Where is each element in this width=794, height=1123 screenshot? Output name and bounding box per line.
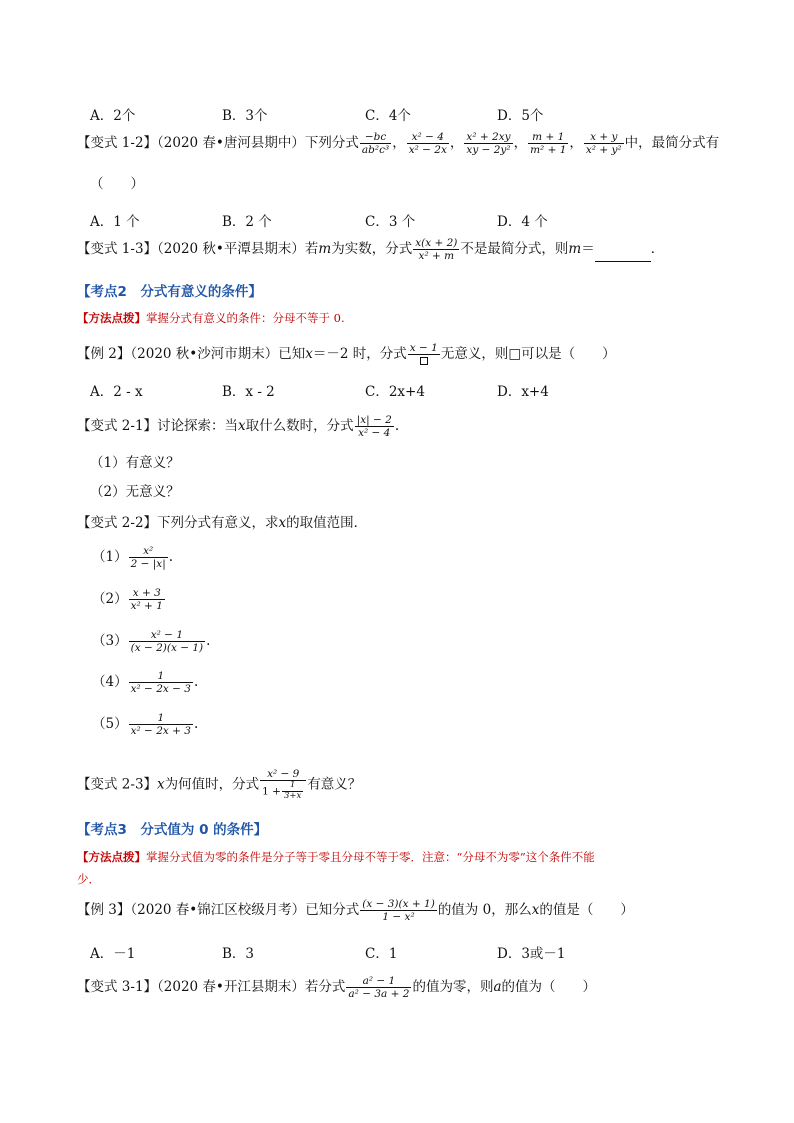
box-placeholder-icon [420, 357, 428, 365]
variant-2-2: 【变式 2-2】下列分式有意义，求x的取值范围． [77, 515, 368, 531]
method-tip-3-cont: 少． [77, 872, 100, 886]
answer-blank [595, 249, 651, 262]
variant-tag: 【变式 1-2】 [77, 135, 158, 152]
compound-fraction: x² − 9 1 + $\frac{1}{3+x}$ [260, 768, 306, 802]
variant-3-1: 【变式 3-1】（2020 春•开江县期末）若分式 $\frac{\text{a² − 1}}{\text{a² − 3a + 2}}$ 的值为零，则a的值为（ ） [77, 975, 597, 1001]
fraction: $\frac{|x| - 2}{\text{x² − 4}}$ [356, 414, 392, 440]
variant-1-2: 【变式 1-2】（2020 春•唐河县期中）下列分式 $\frac{-bc}{\text{ab²c³}}$ ， $\frac{\text{x² − 4}}{\text{x² − 2x}}$ ， $\frac{\text{x² + 2xy}}{\text{xy − 2y²}}$ ， $\frac{m + 1}{\text{m² + 1}}$ ， $\frac{x + y}{\text{x² + y²}}$ 中，最简分式有 [77, 131, 720, 157]
example-3: 【例 3】（2020 春•锦江区校级月考）已知分式 $\frac{(x - 3)(x + 1)}{\text{1 − x²}}$ 的值为 0，那么x的值是（ ） [77, 898, 634, 924]
option-b: B．3个 [222, 108, 268, 124]
fraction: $\frac{(x - 3)(x + 1)}{\text{1 − x²}}$ [362, 898, 435, 924]
answer-paren: （ ） [90, 176, 144, 192]
example-2: 【例 2】（2020 秋•沙河市期末）已知x＝－2 时，分式 x − 1 无意义，则□可以是（ ） [77, 342, 616, 367]
option-c: C．1 [365, 946, 398, 962]
variant-2-1: 【变式 2-1】讨论探索：当x取什么数时，分式 $\frac{|x| - 2}{\text{x² − 4}}$ . [77, 414, 400, 440]
sub-question-4: （4） $\frac{1}{\text{x² − 2x − 3}}$ . [92, 670, 199, 696]
option-b: B．x - 2 [222, 384, 275, 400]
option-b: B．2 个 [222, 214, 272, 230]
sub-question-3: （3） $\frac{\text{x² − 1}}{(x - 2)(x - 1)}$ . [92, 629, 211, 655]
variant-1-3: 【变式 1-3】（2020 秋•平潭县期末）若m为实数，分式 $\frac{x(x + 2)}{\text{x² + m}}$ 不是最简分式，则m＝ ． [77, 237, 665, 263]
fraction: $\frac{\text{a² − 1}}{\text{a² − 3a + 2}}$ [348, 975, 410, 1001]
fraction-1: $\frac{-bc}{\text{ab²c³}}$ [361, 131, 390, 157]
sub-question-1: （1） $\frac{\text{x²}}{2 - |x|}$ . [92, 545, 174, 571]
sub-question: （2）无意义？ [90, 484, 180, 500]
option-b: B．3 [222, 946, 255, 962]
section-heading-3: 【考点3 分式值为 0 的条件】 [77, 822, 268, 838]
fraction: x − 1 [408, 342, 440, 367]
section-heading-2: 【考点2 分式有意义的条件】 [77, 284, 262, 300]
sub-question: （1）有意义？ [90, 455, 180, 471]
option-a: A．2 - x [90, 384, 143, 400]
variant-source: （2020 春•唐河县期中）下列分式 [157, 135, 359, 152]
option-d: D．x+4 [497, 384, 549, 400]
option-a: A．－1 [90, 946, 136, 962]
fraction-3: $\frac{\text{x² + 2xy}}{\text{xy − 2y²}}$ [466, 131, 511, 157]
option-a: A．1 个 [90, 214, 140, 230]
variant-tail: 中，最简分式有 [624, 135, 720, 152]
method-tip-3: 【方法点拨】掌握分式值为零的条件是分子等于零且分母不等于零．注意：“分母不为零”这个条件不能 [77, 850, 595, 864]
fraction: $\frac{x(x + 2)}{\text{x² + m}}$ [415, 237, 458, 263]
option-c: C．4个 [365, 108, 411, 124]
method-tip-2: 【方法点拨】掌握分式有意义的条件：分母不等于 0. [77, 311, 345, 325]
sub-question-2: （2） $\frac{x + 3}{\text{x² + 1}}$ [92, 587, 163, 613]
option-d: D．4 个 [497, 214, 548, 230]
variant-2-3: 【变式 2-3】x为何值时，分式 x² − 9 1 + $\frac{1}{3+x}$ 有意义？ [77, 768, 362, 801]
option-d: D．3或－1 [497, 946, 566, 962]
sub-question-5: （5） $\frac{1}{\text{x² − 2x + 3}}$ . [92, 712, 199, 738]
fraction-4: $\frac{m + 1}{\text{m² + 1}}$ [530, 131, 567, 157]
fraction-2: $\frac{\text{x² − 4}}{\text{x² − 2x}}$ [408, 131, 447, 157]
option-c: C．2x+4 [365, 384, 425, 400]
option-d: D．5个 [497, 108, 544, 124]
option-c: C．3 个 [365, 214, 416, 230]
option-a: A．2个 [90, 108, 136, 124]
fraction-5: $\frac{x + y}{\text{x² + y²}}$ [585, 131, 622, 157]
